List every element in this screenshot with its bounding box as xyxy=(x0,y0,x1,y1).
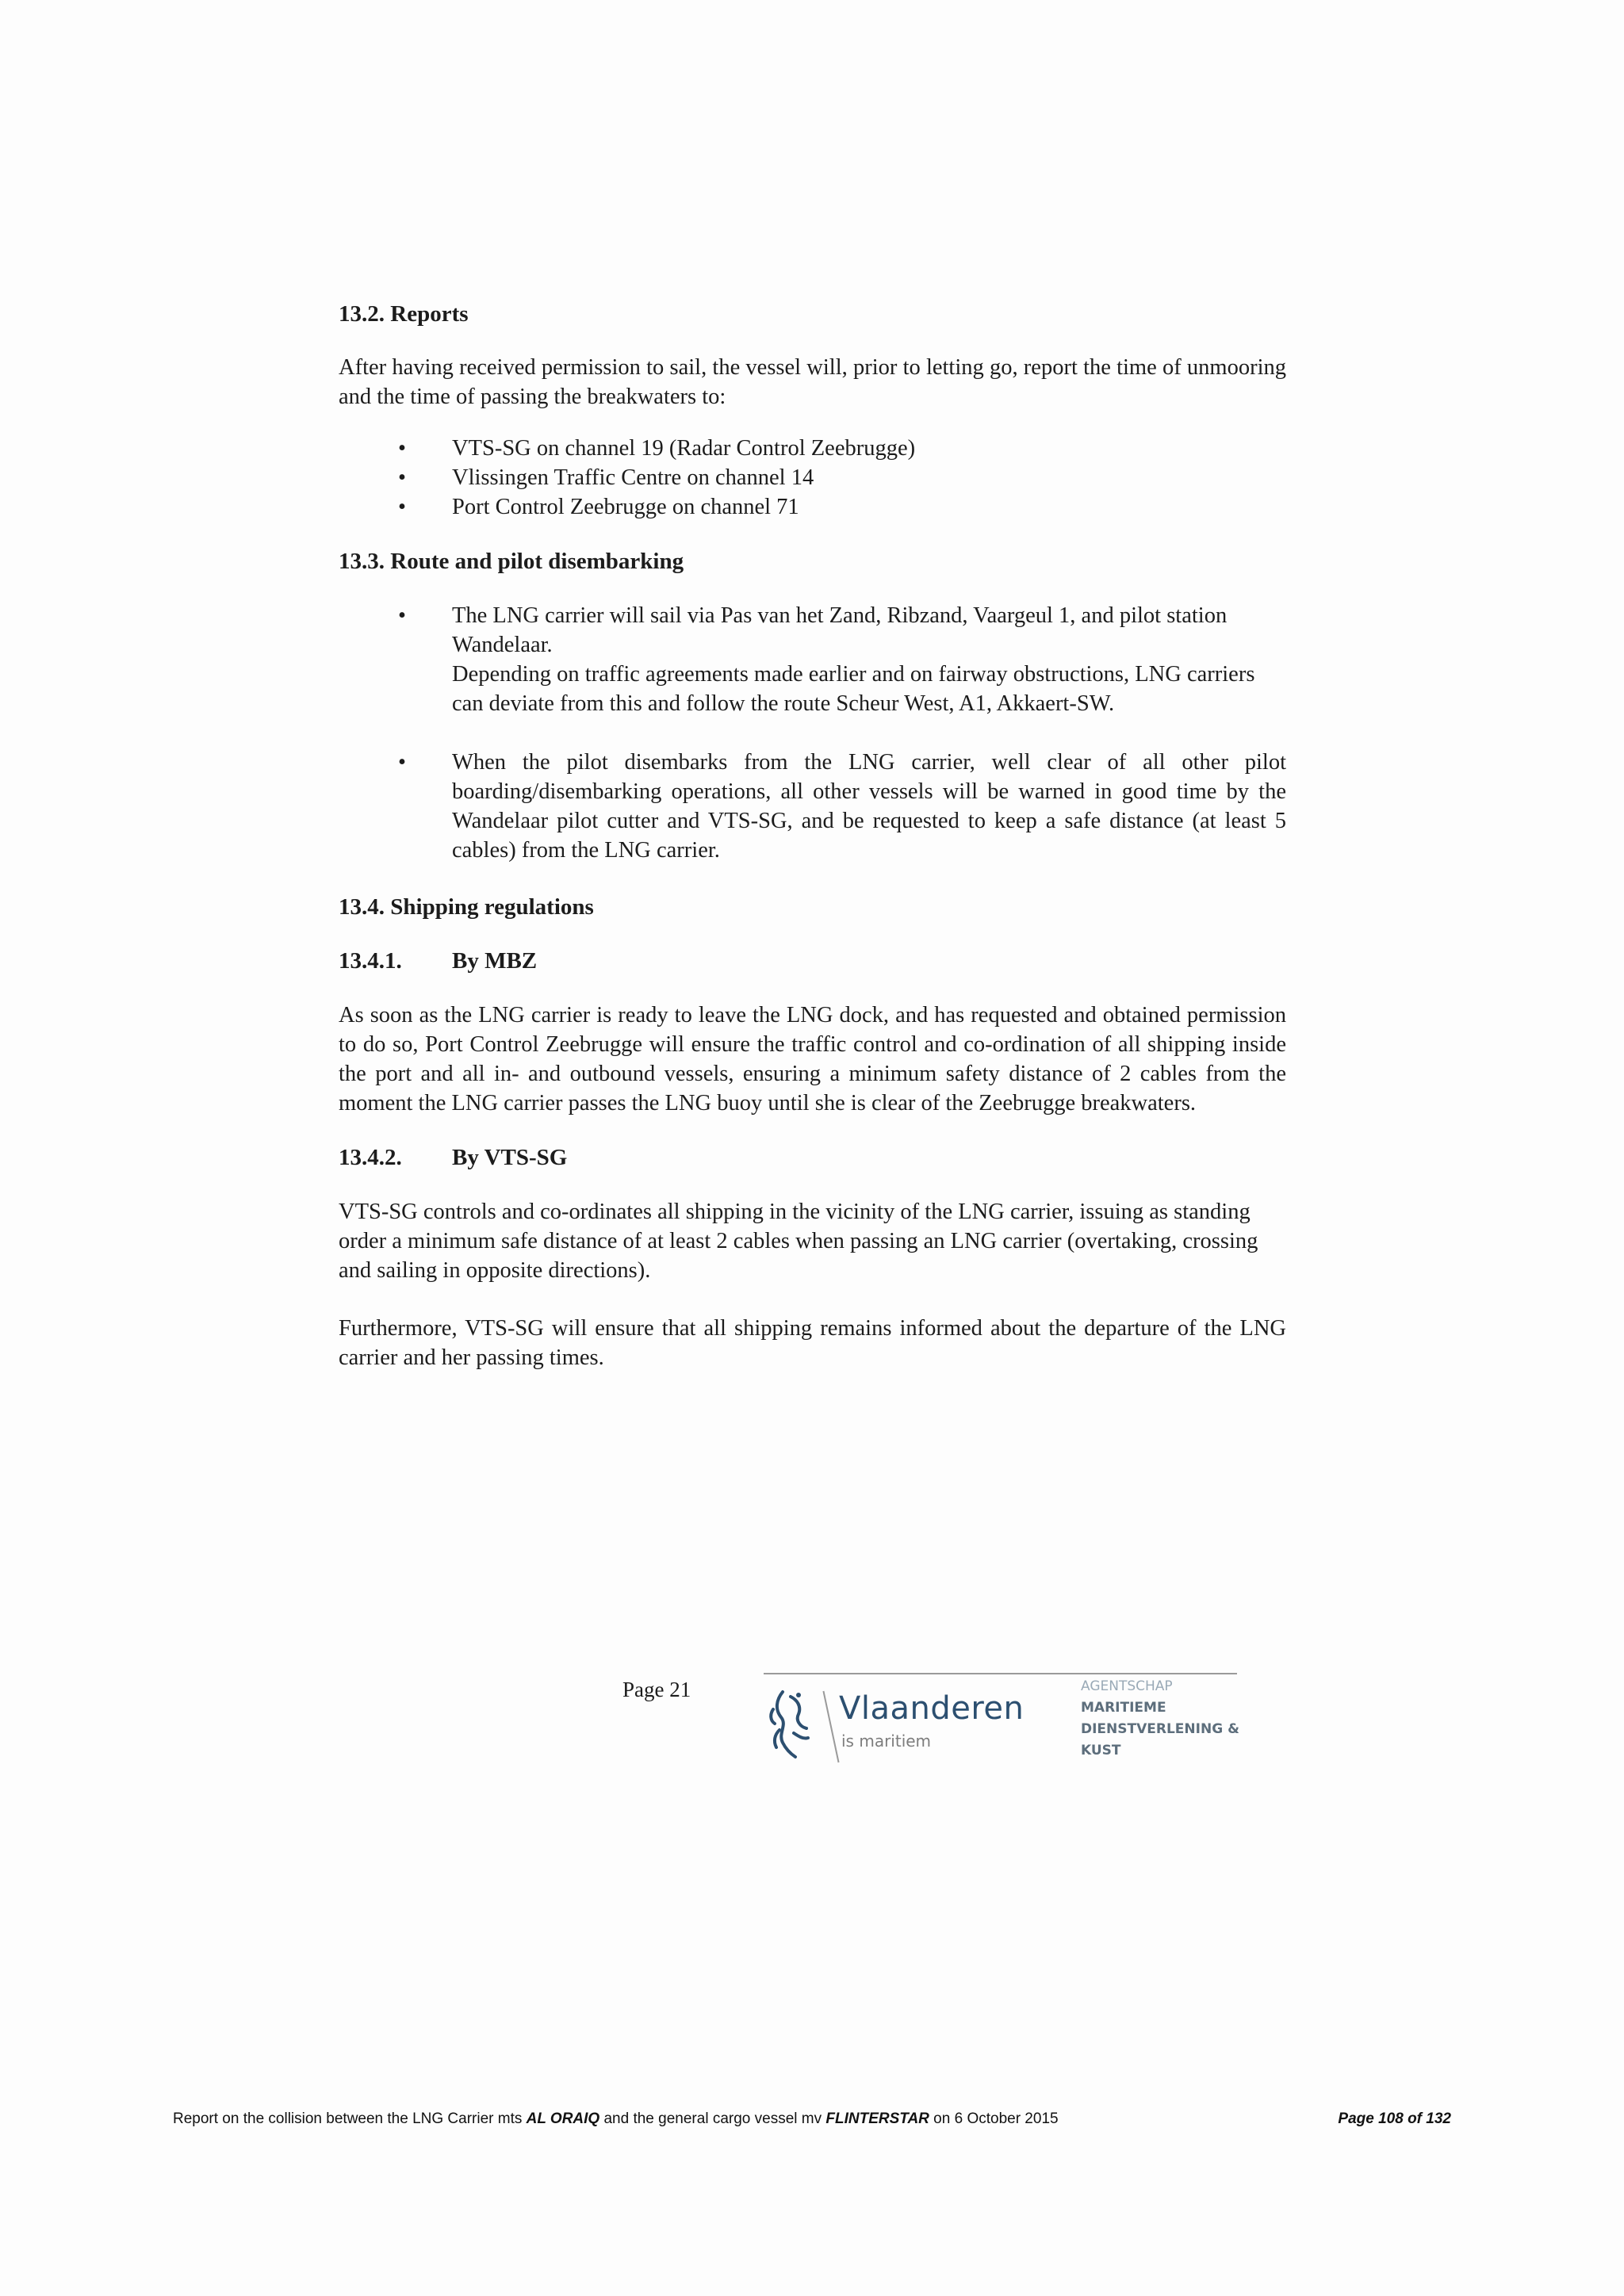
logo-rule xyxy=(764,1673,1237,1674)
logo-subtitle: is maritiem xyxy=(841,1732,932,1751)
section-heading-route: 13.3. Route and pilot disembarking xyxy=(339,549,684,574)
route-list xyxy=(339,601,1286,865)
list-item: • Vlissingen Traffic Centre on channel 14 xyxy=(339,463,1286,492)
bullet-icon: • xyxy=(398,603,406,628)
subsection-heading-vts: 13.4.2. By VTS-SG xyxy=(339,1145,568,1170)
report-page-number: Page 108 of 132 xyxy=(1338,2110,1451,2127)
section-heading-reports: 13.2. Reports xyxy=(339,301,469,327)
vessel-name-1: AL ORAIQ xyxy=(526,2110,600,2127)
agency-name: AGENTSCHAP MARITIEME DIENSTVERLENING & KUST xyxy=(1081,1678,1239,1758)
vlaanderen-logo xyxy=(764,1673,1239,1776)
reports-paragraph: After having received permission to sail, the vessel will, prior to letting go, report the time of unmooring and the time of passing the breakwaters to: xyxy=(339,355,1286,409)
bullet-icon: • xyxy=(398,436,406,461)
bullet-icon: • xyxy=(398,495,406,519)
flemish-lion-icon xyxy=(767,1686,816,1762)
list-item: • VTS-SG on channel 19 (Radar Control Zeebrugge) xyxy=(339,434,1286,463)
vessel-name-2: FLINTERSTAR xyxy=(825,2110,929,2127)
logo-title: Vlaanderen xyxy=(839,1690,1025,1727)
logo-divider xyxy=(822,1691,839,1762)
vts-paragraph-1: VTS-SG controls and co-ordinates all shipping in the vicinity of the LNG carrier, issuing as standing order a minimum safe distance of at least 2 cables when passing an LNG carrier (overtaking, crossing and sailing in opposite directions). xyxy=(339,1200,1258,1283)
list-item: • When the pilot disembarks from the LNG carrier, well clear of all other pilot boarding/disembarking operations, all other vessels will be warned in good time by the Wandelaar pilot cutter and VTS-SG, and be requested to keep a safe distance (at least 5 cables) from the LNG carrier. xyxy=(339,748,1286,865)
section-heading-shipping: 13.4. Shipping regulations xyxy=(339,894,594,920)
subsection-heading-mbz: 13.4.1. By MBZ xyxy=(339,948,538,974)
bullet-icon: • xyxy=(398,750,406,775)
bullet-icon: • xyxy=(398,465,406,490)
report-footer: Report on the collision between the LNG Carrier mts AL ORAIQ and the general cargo vessel mv FLINTERSTAR on 6 October 2015 Page 108 of 132 xyxy=(173,2110,1451,2127)
list-item: • Port Control Zeebrugge on channel 71 xyxy=(339,492,1286,522)
document-body xyxy=(339,300,1286,1372)
vts-paragraph-2: Furthermore, VTS-SG will ensure that all shipping remains informed about the departure of the LNG carrier and her passing times. xyxy=(339,1316,1286,1370)
reports-list xyxy=(339,434,1286,522)
inner-page-number: Page 21 xyxy=(622,1678,691,1701)
mbz-paragraph: As soon as the LNG carrier is ready to leave the LNG dock, and has requested and obtained permission to do so, Port Control Zeebrugge will ensure the traffic control and co-ordination of all shipping inside the port and all in- and outbound vessels, ensuring a minimum safety distance of 2 cables from the moment the LNG carrier passes the LNG buoy until she is clear of the Zeebrugge breakwaters. xyxy=(339,1003,1286,1115)
list-item: • The LNG carrier will sail via Pas van het Zand, Ribzand, Vaargeul 1, and pilot station Wandelaar. Depending on traffic agreements made earlier and on fairway obstructions, LNG carriers can deviate from this and follow the route Scheur West, A1, Akkaert-SW. xyxy=(339,601,1286,718)
